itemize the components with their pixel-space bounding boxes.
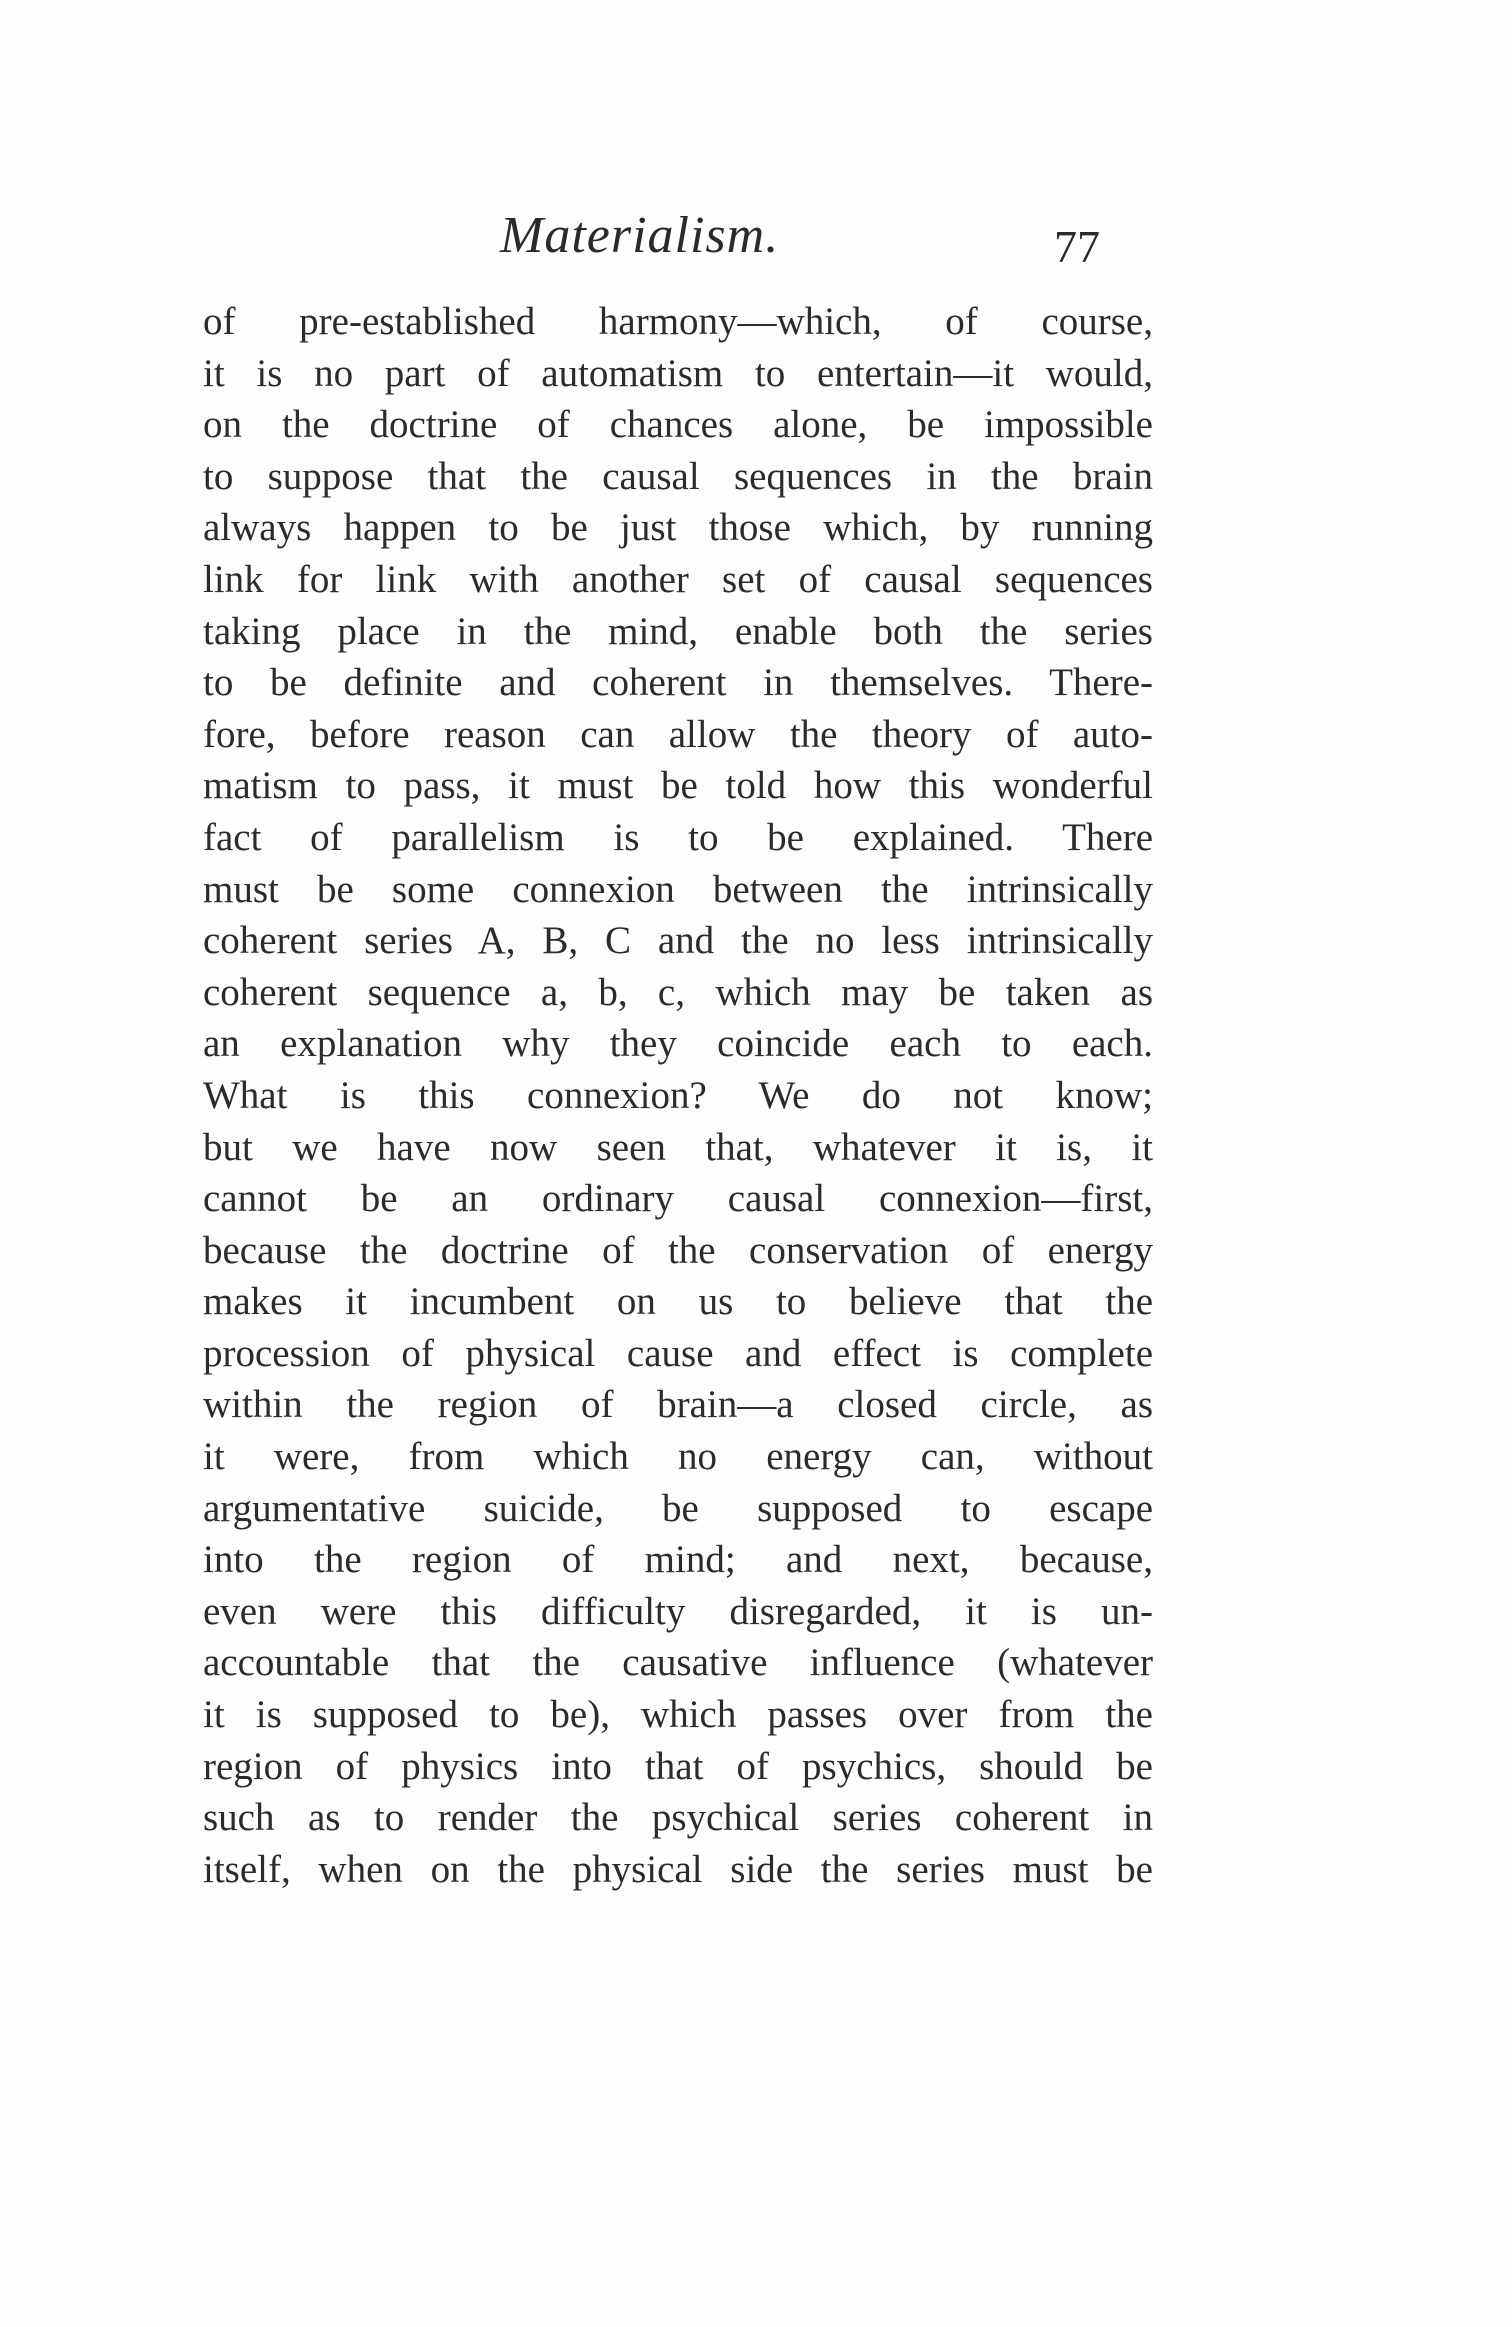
text-line: within the region of brain—a closed circle, as bbox=[203, 1383, 1153, 1427]
text-line: What is this connexion? We do not know; bbox=[203, 1073, 1153, 1117]
text-line: it is supposed to be), which passes over from the bbox=[203, 1693, 1153, 1737]
text-line: it is no part of automatism to entertain—it would, bbox=[203, 351, 1153, 395]
text-line: region of physics into that of psychics, should be bbox=[203, 1744, 1153, 1788]
text-line: coherent series A, B, C and the no less intrinsically bbox=[203, 919, 1153, 963]
text-line: such as to render the psychical series coherent in bbox=[203, 1796, 1153, 1840]
text-line: but we have now seen that, whatever it is, it bbox=[203, 1125, 1153, 1169]
text-line: itself, when on the physical side the series must be bbox=[203, 1847, 1153, 1891]
text-line: because the doctrine of the conservation of energy bbox=[203, 1228, 1153, 1272]
running-title: Materialism. bbox=[500, 207, 780, 264]
text-line: to be definite and coherent in themselves. There- bbox=[203, 661, 1153, 705]
text-line: fact of parallelism is to be explained. There bbox=[203, 815, 1153, 859]
text-line: argumentative suicide, be supposed to escape bbox=[203, 1486, 1153, 1530]
body-text bbox=[203, 296, 1153, 1895]
text-line: an explanation why they coincide each to each. bbox=[203, 1022, 1153, 1066]
text-line: always happen to be just those which, by running bbox=[203, 506, 1153, 550]
text-line: of pre-established harmony—which, of course, bbox=[203, 300, 1153, 343]
text-line: even were this difficulty disregarded, it is un- bbox=[203, 1589, 1153, 1633]
text-line: to suppose that the causal sequences in the brain bbox=[203, 454, 1153, 498]
text-line: link for link with another set of causal sequences bbox=[203, 557, 1153, 601]
text-line: accountable that the causative influence (whatever bbox=[203, 1641, 1153, 1685]
text-line: on the doctrine of chances alone, be impossible bbox=[203, 403, 1153, 447]
text-line: matism to pass, it must be told how this wonderful bbox=[203, 764, 1153, 808]
text-line: must be some connexion between the intrinsically bbox=[203, 867, 1153, 911]
text-line: procession of physical cause and effect is complete bbox=[203, 1331, 1153, 1375]
text-line: it were, from which no energy can, without bbox=[203, 1435, 1153, 1479]
text-line: coherent sequence a, b, c, which may be taken as bbox=[203, 970, 1153, 1014]
text-line: into the region of mind; and next, because, bbox=[203, 1538, 1153, 1582]
text-line: fore, before reason can allow the theory of auto- bbox=[203, 712, 1153, 756]
text-line: taking place in the mind, enable both the series bbox=[203, 609, 1153, 653]
text-line: cannot be an ordinary causal connexion—first, bbox=[203, 1177, 1153, 1221]
page-number: 77 bbox=[1054, 221, 1100, 272]
text-line: makes it incumbent on us to believe that the bbox=[203, 1280, 1153, 1324]
